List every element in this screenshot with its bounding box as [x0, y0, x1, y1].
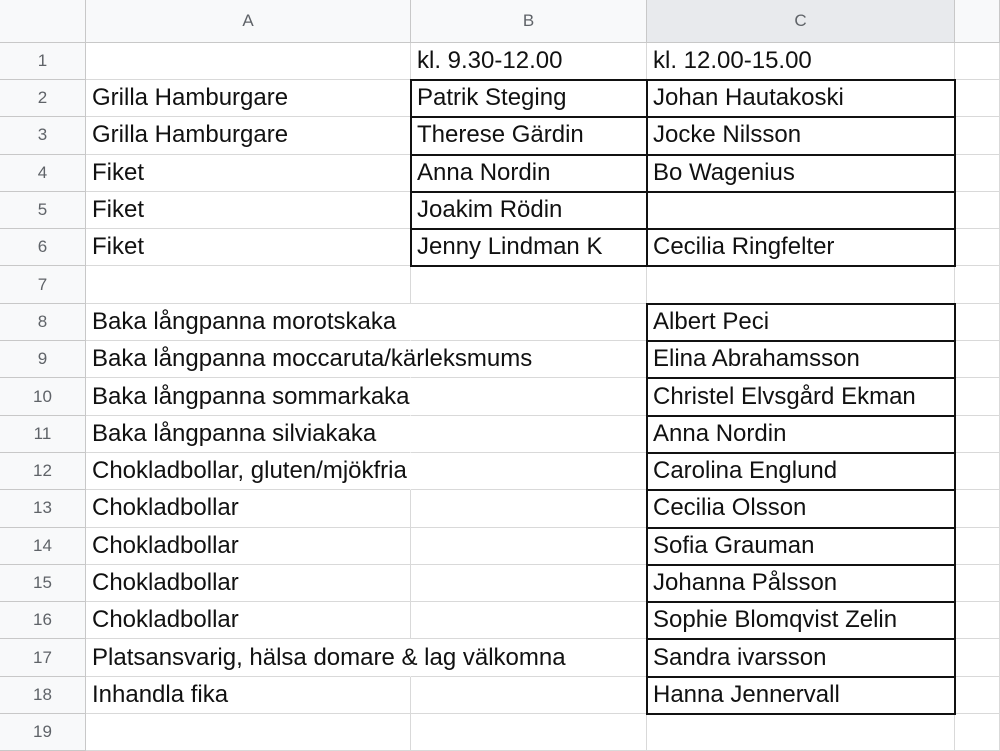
cell-a[interactable]: Fiket — [86, 192, 411, 229]
cell-a[interactable]: Fiket — [86, 229, 411, 266]
cell-b[interactable]: Patrik Steging — [411, 80, 647, 117]
cell-c[interactable]: Albert Peci — [647, 304, 955, 341]
row-header[interactable]: 4 — [0, 155, 86, 192]
cell-d[interactable] — [955, 602, 1000, 639]
cell-a[interactable]: Platsansvarig, hälsa domare & lag välkomna — [86, 639, 411, 676]
cell-a[interactable]: Grilla Hamburgare — [86, 117, 411, 154]
row-header[interactable]: 8 — [0, 304, 86, 341]
cell-d[interactable] — [955, 453, 1000, 490]
cell-a[interactable]: Grilla Hamburgare — [86, 80, 411, 117]
row-header[interactable]: 5 — [0, 192, 86, 229]
cell-b[interactable] — [411, 528, 647, 565]
cell-b[interactable] — [411, 677, 647, 714]
cell-c[interactable] — [647, 714, 955, 751]
cell-b[interactable]: Jenny Lindman K — [411, 229, 647, 266]
cell-a[interactable]: Inhandla fika — [86, 677, 411, 714]
row-header[interactable]: 2 — [0, 80, 86, 117]
cell-b[interactable] — [411, 416, 647, 453]
row-header[interactable]: 7 — [0, 266, 86, 303]
cell-a[interactable] — [86, 43, 411, 80]
row-header[interactable]: 18 — [0, 677, 86, 714]
cell-c[interactable]: Jocke Nilsson — [647, 117, 955, 154]
cell-c[interactable] — [647, 192, 955, 229]
cell-b[interactable] — [411, 453, 647, 490]
row-header[interactable]: 9 — [0, 341, 86, 378]
row-header[interactable]: 15 — [0, 565, 86, 602]
row-header[interactable]: 17 — [0, 639, 86, 676]
cell-b[interactable]: kl. 9.30-12.00 — [411, 43, 647, 80]
cell-c[interactable]: Johan Hautakoski — [647, 80, 955, 117]
cell-a[interactable]: Baka långpanna silviakaka — [86, 416, 411, 453]
cell-a[interactable]: Baka långpanna sommarkaka — [86, 378, 411, 415]
row-header[interactable]: 19 — [0, 714, 86, 751]
row-header[interactable]: 16 — [0, 602, 86, 639]
row-header[interactable]: 12 — [0, 453, 86, 490]
cell-d[interactable] — [955, 117, 1000, 154]
cell-d[interactable] — [955, 192, 1000, 229]
cell-d[interactable] — [955, 416, 1000, 453]
cell-d[interactable] — [955, 714, 1000, 751]
cell-c[interactable]: Christel Elvsgård Ekman — [647, 378, 955, 415]
column-header-c[interactable]: C — [647, 0, 955, 43]
cell-d[interactable] — [955, 80, 1000, 117]
cell-d[interactable] — [955, 341, 1000, 378]
cell-b[interactable]: Joakim Rödin — [411, 192, 647, 229]
cell-c[interactable]: Anna Nordin — [647, 416, 955, 453]
cell-c[interactable]: Bo Wagenius — [647, 155, 955, 192]
select-all-corner[interactable] — [0, 0, 86, 43]
cell-c[interactable]: kl. 12.00-15.00 — [647, 43, 955, 80]
cell-c[interactable]: Cecilia Ringfelter — [647, 229, 955, 266]
cell-d[interactable] — [955, 304, 1000, 341]
cell-b[interactable] — [411, 304, 647, 341]
cell-d[interactable] — [955, 378, 1000, 415]
column-header-a[interactable]: A — [86, 0, 411, 43]
cell-a[interactable]: Chokladbollar, gluten/mjökfria — [86, 453, 411, 490]
cell-a[interactable]: Baka långpanna morotskaka — [86, 304, 411, 341]
row-header[interactable]: 10 — [0, 378, 86, 415]
cell-c[interactable]: Hanna Jennervall — [647, 677, 955, 714]
row-header[interactable]: 11 — [0, 416, 86, 453]
cell-c[interactable]: Sophie Blomqvist Zelin — [647, 602, 955, 639]
cell-a[interactable] — [86, 714, 411, 751]
cell-b[interactable] — [411, 602, 647, 639]
cell-a[interactable] — [86, 266, 411, 303]
cell-b[interactable] — [411, 266, 647, 303]
cell-d[interactable] — [955, 43, 1000, 80]
cell-a[interactable]: Chokladbollar — [86, 528, 411, 565]
cell-d[interactable] — [955, 639, 1000, 676]
cell-b[interactable] — [411, 565, 647, 602]
cell-d[interactable] — [955, 490, 1000, 527]
cell-c[interactable]: Sandra ivarsson — [647, 639, 955, 676]
cell-c[interactable]: Sofia Grauman — [647, 528, 955, 565]
cell-d[interactable] — [955, 155, 1000, 192]
cell-c[interactable]: Johanna Pålsson — [647, 565, 955, 602]
cell-b[interactable] — [411, 714, 647, 751]
cell-d[interactable] — [955, 565, 1000, 602]
row-header[interactable]: 6 — [0, 229, 86, 266]
cell-c[interactable] — [647, 266, 955, 303]
column-header-b[interactable]: B — [411, 0, 647, 43]
cell-d[interactable] — [955, 528, 1000, 565]
cell-b[interactable]: Anna Nordin — [411, 155, 647, 192]
row-header[interactable]: 14 — [0, 528, 86, 565]
cell-a[interactable]: Chokladbollar — [86, 602, 411, 639]
cell-a[interactable]: Chokladbollar — [86, 565, 411, 602]
cell-a[interactable]: Chokladbollar — [86, 490, 411, 527]
cell-a[interactable]: Baka långpanna moccaruta/kärleksmums — [86, 341, 411, 378]
cell-b[interactable]: Therese Gärdin — [411, 117, 647, 154]
row-header[interactable]: 1 — [0, 43, 86, 80]
cell-b[interactable] — [411, 490, 647, 527]
cell-a[interactable]: Fiket — [86, 155, 411, 192]
cell-d[interactable] — [955, 229, 1000, 266]
cell-b[interactable] — [411, 378, 647, 415]
cell-d[interactable] — [955, 266, 1000, 303]
column-header-d[interactable] — [955, 0, 1000, 43]
cell-c[interactable]: Elina Abrahamsson — [647, 341, 955, 378]
row-header[interactable]: 3 — [0, 117, 86, 154]
cell-c[interactable]: Carolina Englund — [647, 453, 955, 490]
cell-c[interactable]: Cecilia Olsson — [647, 490, 955, 527]
cell-d[interactable] — [955, 677, 1000, 714]
row-header[interactable]: 13 — [0, 490, 86, 527]
